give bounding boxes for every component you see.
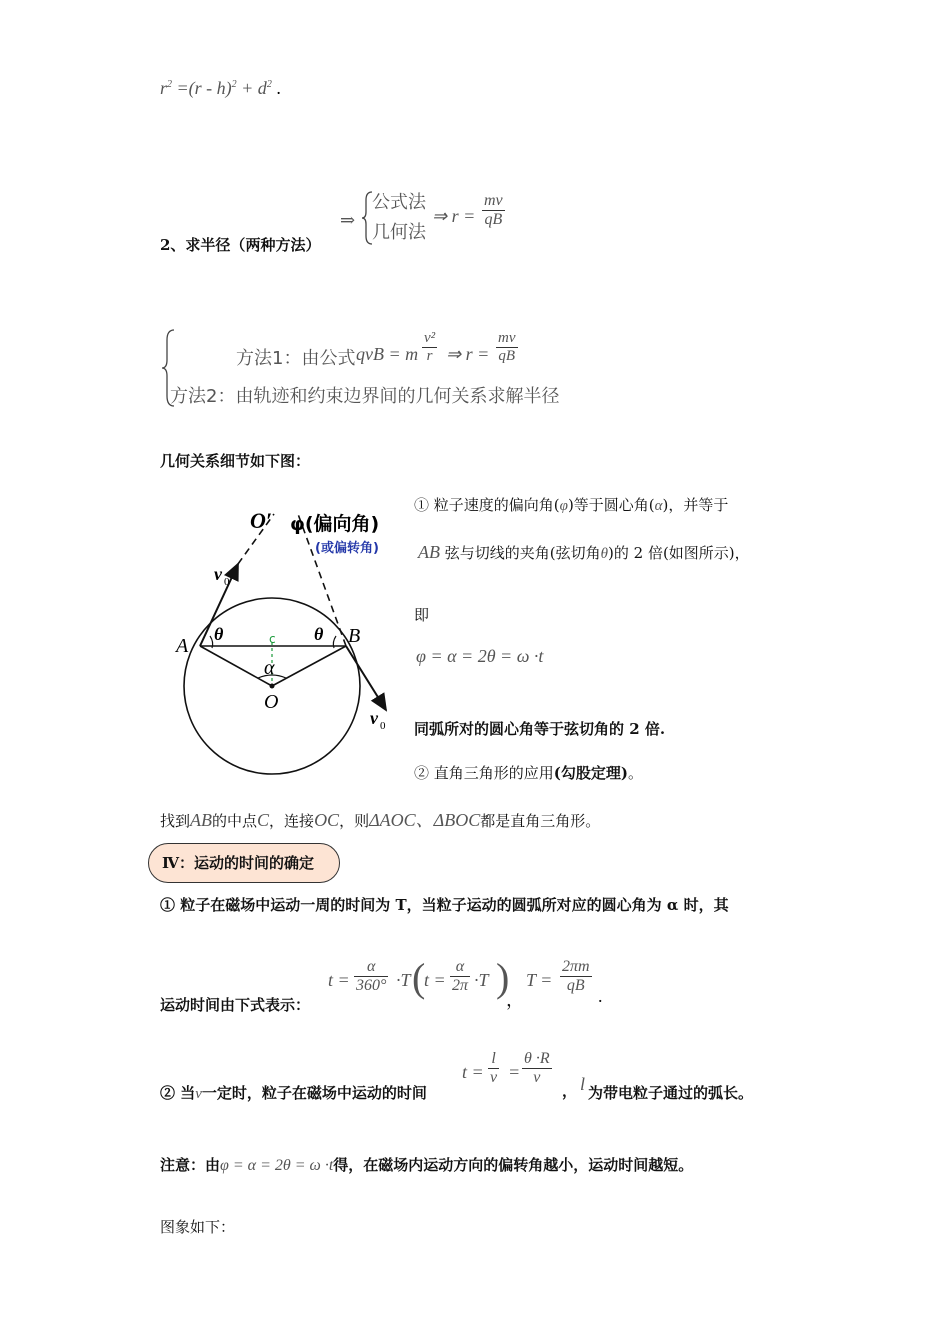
label-theta-B: θ xyxy=(314,624,324,644)
right-para-2: AB 弦与切线的夹角(弦切角θ)的 2 倍(如图所示)， xyxy=(418,542,750,562)
label-theta-A: θ xyxy=(214,624,224,644)
time-formula: t = $\frac{\alpha}{360^\circ}$ ·T ( t = $\frac{\alpha}{2\pi}$ ·T ) ， T = $\frac{2\pi m}{qB}$ . xyxy=(328,955,603,1010)
label-O-prime: O′ xyxy=(250,508,273,533)
label-phi: φ(偏向角) xyxy=(290,513,380,535)
find-midpoint-line: 找到AB的中点C，连接OC，则ΔAOC、ΔBOC都是直角三角形。 xyxy=(160,810,601,830)
label-v0-bottom-sub: 0 xyxy=(380,720,386,732)
section-4-label: Ⅳ：运动的时间的确定 xyxy=(162,854,315,872)
right-para-3: ② 直角三角形的应用(勾股定理)。 xyxy=(414,764,643,782)
center-point-O xyxy=(270,684,275,689)
label-deflection: (或偏转角) xyxy=(315,541,379,556)
geometry-title: 几何关系细节如下图： xyxy=(160,452,311,470)
label-v0-bottom: v xyxy=(370,708,378,728)
case-2-formula: t = $\frac{l}{v}$ = $\frac{\theta \cdot R}{v}$ ， l xyxy=(462,1050,586,1100)
right-para-1: ① 粒子速度的偏向角(φ)等于圆心角(α)，并等于 xyxy=(414,496,729,514)
right-formula: φ = α = 2θ = ω ·t xyxy=(416,646,544,666)
right-bold-line: 同弧所对的圆心角等于弦切角的 2 倍. xyxy=(414,720,666,738)
case-2-line: ② 当v一定时，粒子在磁场中运动的时间 xyxy=(160,1084,427,1102)
radius-OB xyxy=(272,646,346,686)
label-A: A xyxy=(176,635,189,657)
case-2-tail: 为带电粒子通过的弧长。 xyxy=(588,1084,754,1102)
note-line: 注意：由φ = α = 2θ = ω ·t得，在磁场内运动方向的偏转角越小，运动时间越短。 xyxy=(160,1156,694,1174)
label-C: c xyxy=(269,632,276,646)
time-para-2: 运动时间由下式表示： xyxy=(160,996,311,1014)
radius-OA xyxy=(200,646,272,686)
label-v0-top-sub: 0 xyxy=(224,576,230,588)
label-v0-top: v xyxy=(214,564,222,584)
methods-block: 方法1：由公式 qvB = m $\frac{\text{v²}}{r}$ ⇒ r = $\frac{mv}{qB}$ 方法2：由轨迹和约束边界间的几何关系求解半径 xyxy=(160,328,600,408)
right-ji: 即 xyxy=(414,606,430,624)
graph-label: 图象如下： xyxy=(160,1218,236,1236)
velocity-vector-bottom xyxy=(346,646,386,710)
time-para-1: ① 粒子在磁场中运动一周的时间为 T，当粒子运动的圆弧所对应的圆心角为 α 时，其 xyxy=(160,896,729,914)
section-2-title: 2、求半径（两种方法） xyxy=(160,236,321,254)
equation-r-squared: $r^2 =(r - h)^2 + d^2$ . xyxy=(160,78,281,98)
geometry-diagram xyxy=(170,490,410,790)
label-B: B xyxy=(348,625,361,647)
label-O: O xyxy=(264,691,279,713)
label-alpha: α xyxy=(264,657,275,679)
